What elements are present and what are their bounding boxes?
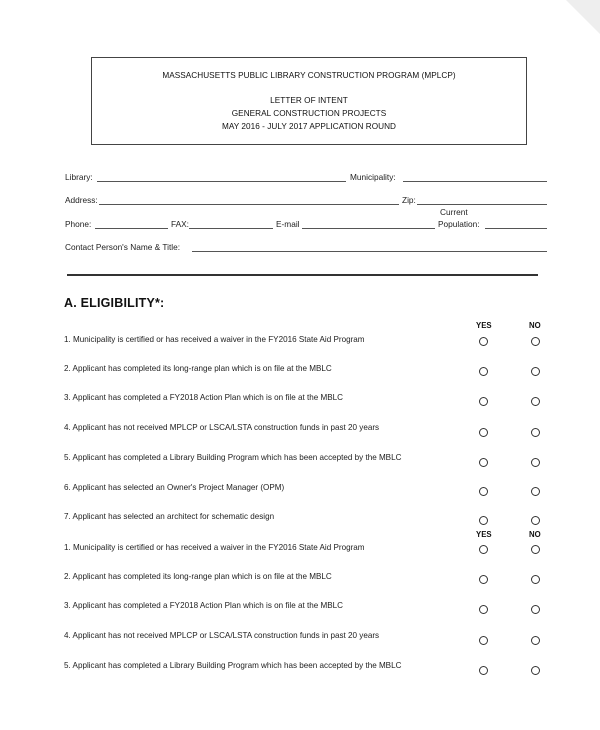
item-5-repeat-no-radio[interactable] xyxy=(531,666,540,675)
item-4-yes-radio[interactable] xyxy=(479,428,488,437)
library-field[interactable] xyxy=(97,181,346,182)
eligibility-item-3: 3. Applicant has completed a FY2018 Action Plan which is on file at the MBLC xyxy=(64,393,343,402)
item-7-yes-radio[interactable] xyxy=(479,516,488,525)
item-2-repeat-yes-radio[interactable] xyxy=(479,575,488,584)
program-name: MASSACHUSETTS PUBLIC LIBRARY CONSTRUCTION PROGRAM (MPLCP) xyxy=(162,71,456,80)
item-1-repeat-no-radio[interactable] xyxy=(531,545,540,554)
item-4-repeat-no-radio[interactable] xyxy=(531,636,540,645)
fax-field[interactable] xyxy=(189,228,273,229)
item-5-repeat-yes-radio[interactable] xyxy=(479,666,488,675)
yes-column-header-repeat: YES xyxy=(476,530,492,539)
eligibility-item-4-repeat: 4. Applicant has not received MPLCP or LSCA/LSTA construction funds in past 20 years xyxy=(64,631,380,640)
application-round: MAY 2016 - JULY 2017 APPLICATION ROUND xyxy=(221,122,397,131)
address-label: Address: xyxy=(65,195,98,205)
eligibility-item-4: 4. Applicant has not received MPLCP or LSCA/LSTA construction funds in past 20 years xyxy=(64,423,380,432)
header-box xyxy=(91,57,527,145)
no-column-header-repeat: NO xyxy=(529,530,541,539)
phone-label: Phone: xyxy=(65,219,92,229)
municipality-label: Municipality: xyxy=(350,172,396,182)
population-label: Population: xyxy=(438,219,480,229)
contact-field[interactable] xyxy=(192,251,547,252)
section-title: A. ELIGIBILITY*: xyxy=(64,296,165,310)
item-3-yes-radio[interactable] xyxy=(479,397,488,406)
item-3-repeat-no-radio[interactable] xyxy=(531,605,540,614)
eligibility-item-3-repeat: 3. Applicant has completed a FY2018 Action Plan which is on file at the MBLC xyxy=(64,601,343,610)
eligibility-item-6: 6. Applicant has selected an Owner's Project Manager (OPM) xyxy=(64,483,285,492)
item-2-yes-radio[interactable] xyxy=(479,367,488,376)
email-field[interactable] xyxy=(302,228,435,229)
item-4-repeat-yes-radio[interactable] xyxy=(479,636,488,645)
eligibility-item-7: 7. Applicant has selected an architect for schematic design xyxy=(64,512,275,521)
page-curl xyxy=(566,0,600,34)
municipality-field[interactable] xyxy=(403,181,547,182)
item-6-no-radio[interactable] xyxy=(531,487,540,496)
item-1-repeat-yes-radio[interactable] xyxy=(479,545,488,554)
address-field[interactable] xyxy=(99,204,399,205)
item-4-no-radio[interactable] xyxy=(531,428,540,437)
section-divider xyxy=(67,274,538,276)
eligibility-item-2: 2. Applicant has completed its long-range plan which is on file at the MBLC xyxy=(64,364,332,373)
current-label: Current xyxy=(440,207,468,217)
eligibility-item-2-repeat: 2. Applicant has completed its long-range plan which is on file at the MBLC xyxy=(64,572,332,581)
document-title: LETTER OF INTENT xyxy=(270,96,348,105)
eligibility-item-5: 5. Applicant has completed a Library Building Program which has been accepted by the MBLC xyxy=(64,453,402,462)
phone-field[interactable] xyxy=(95,228,168,229)
library-label: Library: xyxy=(65,172,93,182)
email-label: E-mail xyxy=(276,219,300,229)
fax-label: FAX: xyxy=(171,219,189,229)
zip-field[interactable] xyxy=(417,204,547,205)
item-7-no-radio[interactable] xyxy=(531,516,540,525)
eligibility-item-1-repeat: 1. Municipality is certified or has received a waiver in the FY2016 State Aid Program xyxy=(64,543,365,552)
item-5-yes-radio[interactable] xyxy=(479,458,488,467)
item-3-repeat-yes-radio[interactable] xyxy=(479,605,488,614)
item-3-no-radio[interactable] xyxy=(531,397,540,406)
eligibility-item-1: 1. Municipality is certified or has received a waiver in the FY2016 State Aid Program xyxy=(64,335,365,344)
eligibility-item-5-repeat: 5. Applicant has completed a Library Building Program which has been accepted by the MBLC xyxy=(64,661,402,670)
no-column-header: NO xyxy=(529,321,541,330)
item-1-yes-radio[interactable] xyxy=(479,337,488,346)
zip-label: Zip: xyxy=(402,195,416,205)
contact-label: Contact Person's Name & Title: xyxy=(65,242,181,252)
item-2-repeat-no-radio[interactable] xyxy=(531,575,540,584)
yes-column-header: YES xyxy=(476,321,492,330)
item-5-no-radio[interactable] xyxy=(531,458,540,467)
item-1-no-radio[interactable] xyxy=(531,337,540,346)
item-6-yes-radio[interactable] xyxy=(479,487,488,496)
item-2-no-radio[interactable] xyxy=(531,367,540,376)
document-subtitle: GENERAL CONSTRUCTION PROJECTS xyxy=(231,109,387,118)
population-field[interactable] xyxy=(485,228,547,229)
